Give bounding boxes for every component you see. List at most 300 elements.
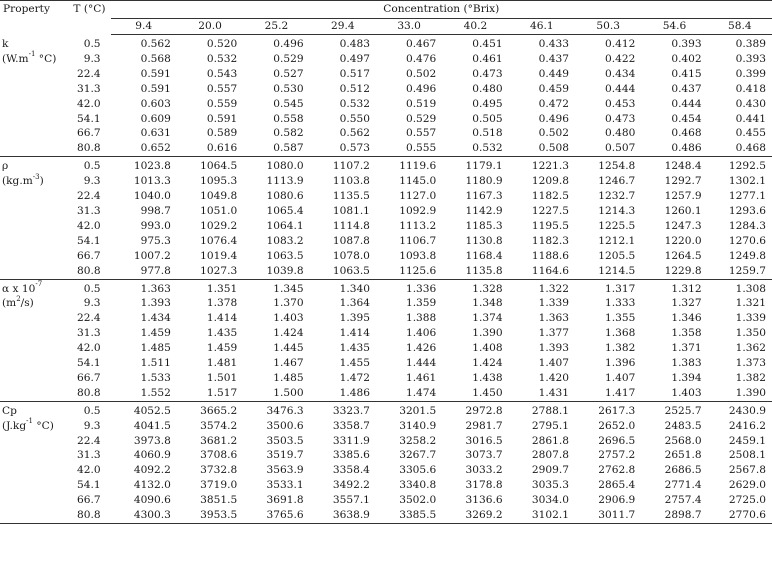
data-cell: 2617.3 [575, 401, 641, 418]
data-cell: 1.346 [671, 312, 702, 325]
data-cell: 4132.0 [133, 479, 171, 492]
data-cell: 1135.5 [332, 190, 370, 203]
data-cell: 2861.8 [531, 434, 569, 447]
data-cell: 1.552 [140, 386, 171, 399]
data-cell: 0.508 [538, 142, 569, 155]
table-row [0, 386, 772, 401]
data-cell: 1.467 [273, 357, 304, 370]
data-cell: 0.609 [140, 112, 171, 125]
data-cell: 3102.1 [509, 508, 575, 523]
table-row [0, 296, 772, 311]
table-row [0, 341, 772, 356]
data-cell: 3851.5 [200, 494, 238, 507]
temperature-value: 66.7 [76, 127, 101, 140]
data-cell: 2567.8 [728, 464, 766, 477]
property-cell-empty [0, 249, 68, 264]
data-cell: 1.351 [177, 279, 243, 296]
data-cell: 1.359 [405, 297, 437, 310]
table-row [0, 434, 772, 449]
data-cell: 2568.0 [664, 434, 702, 447]
data-cell: 1270.6 [728, 234, 766, 247]
data-cell: 1.370 [273, 297, 304, 310]
temperature-value: 31.3 [76, 449, 101, 462]
data-cell: 975.3 [140, 234, 171, 247]
data-cell: 1113.2 [399, 219, 437, 232]
data-cell: 0.467 [405, 38, 437, 50]
table-row [0, 279, 772, 296]
data-cell: 0.562 [339, 127, 370, 140]
temperature-value: 80.8 [76, 264, 101, 277]
data-cell: 3502.0 [399, 494, 437, 507]
data-cell: 1039.8 [266, 264, 304, 277]
property-cell-empty [0, 326, 68, 341]
data-cell: 3033.2 [465, 464, 503, 477]
data-cell: 0.418 [735, 82, 766, 95]
data-cell: 0.512 [339, 82, 370, 95]
property-cell-empty [0, 126, 68, 141]
data-cell: 3178.8 [465, 479, 503, 492]
data-cell: 3557.1 [332, 494, 370, 507]
data-cell: 1.396 [604, 357, 636, 370]
table-row [0, 82, 772, 97]
data-cell: 0.437 [671, 82, 702, 95]
data-cell: 1113.9 [266, 175, 304, 188]
temperature-value: 80.8 [76, 142, 101, 155]
data-cell: 3136.6 [465, 494, 503, 507]
data-cell: 3563.9 [266, 464, 304, 477]
data-cell: 0.505 [472, 112, 503, 125]
data-cell: 1260.1 [664, 204, 702, 217]
data-cell: 1.420 [538, 371, 569, 384]
temperature-value: 9.3 [83, 419, 101, 432]
data-cell: 1125.6 [399, 264, 437, 277]
concentration-value: 54.6 [641, 19, 707, 35]
property-cell-empty [0, 204, 68, 219]
data-cell: 1167.3 [465, 190, 503, 203]
data-cell: 0.532 [339, 97, 370, 110]
data-cell: 1214.3 [598, 204, 636, 217]
data-cell: 1214.5 [598, 264, 636, 277]
data-cell: 1220.0 [664, 234, 702, 247]
data-cell: 1083.2 [266, 234, 304, 247]
data-cell: 1.424 [472, 357, 503, 370]
data-cell: 1212.1 [598, 234, 636, 247]
property-unit: $(m^2/s)$ [2, 294, 34, 310]
data-cell: 1.472 [339, 371, 370, 384]
data-cell: 3665.2 [177, 401, 243, 418]
data-cell: 3269.2 [442, 508, 508, 523]
data-cell: 0.444 [671, 97, 702, 110]
data-cell: 2430.9 [708, 401, 772, 418]
data-cell: 1.333 [604, 297, 636, 310]
data-cell: 1.426 [405, 342, 437, 355]
data-cell: 1.408 [472, 342, 503, 355]
data-cell: 2686.5 [664, 464, 702, 477]
data-cell: 0.453 [604, 97, 636, 110]
data-cell: 1247.3 [664, 219, 702, 232]
property-cell-empty [0, 67, 68, 82]
data-cell: 1249.8 [728, 249, 766, 262]
data-cell: 1.364 [339, 297, 370, 310]
property-cell-empty [0, 448, 68, 463]
temperature-value: 9.3 [83, 52, 101, 65]
data-cell: 3691.8 [266, 494, 304, 507]
data-cell: 1063.5 [266, 249, 304, 262]
data-cell: 0.532 [206, 52, 238, 65]
data-cell: 1.445 [273, 342, 304, 355]
property-name: k [2, 37, 9, 50]
property-cell-empty [0, 311, 68, 326]
data-cell: 1188.6 [531, 249, 569, 262]
data-cell: 1.339 [538, 297, 569, 310]
data-cell: 4300.3 [111, 508, 177, 523]
data-cell: 2898.7 [641, 508, 707, 523]
data-cell: 993.0 [140, 219, 171, 232]
data-cell: 1.363 [538, 312, 569, 325]
temperature-value: 66.7 [76, 494, 101, 507]
data-cell: 0.568 [140, 52, 171, 65]
table-row [0, 508, 772, 523]
data-cell: 0.589 [206, 127, 238, 140]
data-cell: 1.321 [735, 297, 766, 310]
data-cell: 1.339 [735, 312, 766, 325]
data-cell: 1051.0 [200, 204, 238, 217]
property-cell-empty [0, 508, 68, 523]
data-cell: 3358.7 [332, 419, 370, 432]
data-cell: 0.412 [604, 38, 636, 50]
temperature-value: 80.8 [76, 386, 101, 399]
property-cell-empty [0, 371, 68, 386]
property-cell-empty [0, 264, 68, 279]
concentration-value: 25.2 [243, 19, 309, 35]
data-cell: 3503.5 [266, 434, 304, 447]
data-cell: 0.555 [405, 142, 437, 155]
data-cell: 3681.2 [200, 434, 238, 447]
table-row [0, 493, 772, 508]
data-cell: 3340.8 [399, 479, 437, 492]
data-cell: 0.529 [273, 52, 304, 65]
data-cell: 0.558 [273, 112, 304, 125]
data-cell: 0.434 [604, 67, 636, 80]
data-cell: 2757.4 [664, 494, 702, 507]
property-unit: ($W.m^{-1}$ °C) [2, 50, 57, 65]
table-row [0, 35, 772, 52]
data-cell: 0.449 [538, 67, 569, 80]
data-cell: 1.327 [671, 297, 702, 310]
data-cell: 1.403 [671, 386, 702, 399]
data-cell: 1292.7 [664, 175, 702, 188]
data-cell: 0.483 [339, 38, 370, 50]
temperature-value: 54.1 [76, 357, 101, 370]
data-cell: 0.529 [405, 112, 437, 125]
temperature-value: 22.4 [76, 434, 101, 447]
data-cell: 1106.7 [399, 234, 437, 247]
data-cell: 1168.4 [465, 249, 503, 262]
data-cell: 1.450 [472, 386, 503, 399]
data-cell: 0.433 [538, 38, 569, 50]
data-cell: 1135.8 [465, 264, 503, 277]
property-cell-empty [0, 112, 68, 127]
data-cell: 1.424 [273, 327, 304, 340]
data-cell: 1.358 [671, 327, 702, 340]
data-cell: 1.382 [735, 371, 766, 384]
data-cell: 2725.0 [728, 494, 766, 507]
data-cell: 1.350 [735, 327, 766, 340]
data-cell: 1.348 [472, 297, 503, 310]
data-cell: 0.399 [735, 67, 766, 80]
data-cell: 1232.7 [598, 190, 636, 203]
data-cell: 0.468 [735, 142, 766, 155]
property-cell-empty [0, 97, 68, 112]
data-cell: 3258.2 [399, 434, 437, 447]
table-row [0, 141, 772, 156]
table-row [0, 401, 772, 418]
data-cell: 1.406 [405, 327, 437, 340]
data-cell: 0.559 [206, 97, 238, 110]
data-cell: 1254.8 [575, 157, 641, 174]
data-cell: 2762.8 [598, 464, 636, 477]
data-cell: 1.474 [405, 386, 437, 399]
temperature-value: 22.4 [76, 190, 101, 203]
table-header [0, 1, 772, 35]
table-row [0, 234, 772, 249]
data-cell: 0.444 [604, 82, 636, 95]
temperature-value: 22.4 [76, 67, 101, 80]
data-cell: 2770.6 [708, 508, 772, 523]
data-cell: 0.631 [140, 127, 171, 140]
data-cell: 3533.1 [266, 479, 304, 492]
data-cell: 2909.7 [531, 464, 569, 477]
data-cell: 2651.8 [664, 449, 702, 462]
table-row [0, 112, 772, 127]
data-cell: 1.390 [735, 386, 766, 399]
data-cell: 2795.1 [531, 419, 569, 432]
data-cell: 2906.9 [598, 494, 636, 507]
data-cell: 1229.8 [664, 264, 702, 277]
data-cell: 1.485 [273, 371, 304, 384]
data-cell: 3034.0 [531, 494, 569, 507]
data-cell: 3305.6 [399, 464, 437, 477]
temperature-value: 42.0 [76, 97, 101, 110]
data-cell: 2629.0 [728, 479, 766, 492]
data-cell: 3765.6 [243, 508, 309, 523]
data-cell: 0.652 [140, 142, 171, 155]
data-cell: 1103.8 [332, 175, 370, 188]
data-cell: 1.414 [339, 327, 370, 340]
data-cell: 1227.5 [531, 204, 569, 217]
property-unit: $(kg.m^{-3})$ [2, 172, 44, 188]
data-cell: 2788.1 [509, 401, 575, 418]
property-cell-empty [0, 341, 68, 356]
data-cell: 3323.7 [310, 401, 376, 418]
property-cell-empty [0, 386, 68, 401]
property-name: Cp [0, 401, 68, 418]
data-cell: 1063.5 [332, 264, 370, 277]
data-cell: 1040.0 [133, 190, 171, 203]
data-cell: 1.378 [206, 297, 238, 310]
temperature-value: 54.1 [76, 112, 101, 125]
data-cell: 1284.3 [728, 219, 766, 232]
temperature-value: 31.3 [76, 82, 101, 95]
data-cell: 4041.5 [133, 419, 171, 432]
data-cell: 3385.5 [376, 508, 442, 523]
property-name: α x $10^{-7}$ [0, 279, 68, 296]
data-cell: 0.573 [339, 142, 370, 155]
temperature-value: 0.5 [68, 401, 110, 418]
data-cell: 0.507 [604, 142, 636, 155]
data-cell: 1080.6 [266, 190, 304, 203]
data-cell: 3016.5 [465, 434, 503, 447]
data-cell: 1185.3 [465, 219, 503, 232]
concentration-value: 9.4 [111, 19, 177, 35]
data-cell: 0.562 [140, 38, 171, 50]
temperature-value: 0.5 [68, 157, 110, 174]
property-cell-empty [0, 219, 68, 234]
data-cell: 1107.2 [310, 157, 376, 174]
data-cell: 0.550 [339, 112, 370, 125]
data-cell: 0.389 [735, 38, 766, 50]
data-cell: 1264.5 [664, 249, 702, 262]
data-cell: 1.417 [604, 386, 636, 399]
data-cell: 3476.3 [243, 401, 309, 418]
data-cell: 1065.4 [266, 204, 304, 217]
data-cell: 1257.9 [664, 190, 702, 203]
data-cell: 1.322 [509, 279, 575, 296]
data-cell: 0.473 [472, 67, 503, 80]
data-cell: 1277.1 [728, 190, 766, 203]
property-cell-empty [0, 463, 68, 478]
data-cell: 0.437 [538, 52, 569, 65]
data-cell: 1092.9 [399, 204, 437, 217]
data-cell: 1.486 [339, 386, 370, 399]
data-cell: 3311.9 [332, 434, 370, 447]
temperature-value: 9.3 [83, 175, 101, 188]
data-cell: 3035.3 [531, 479, 569, 492]
temperature-column-header: T (°C) [68, 1, 110, 35]
data-cell: 1029.2 [200, 219, 238, 232]
data-cell: 1.414 [206, 312, 238, 325]
table-row [0, 174, 772, 189]
data-cell: 1.377 [538, 327, 569, 340]
data-cell: 1.438 [472, 371, 503, 384]
data-cell: 0.530 [273, 82, 304, 95]
data-cell: 1049.8 [200, 190, 238, 203]
data-cell: 1.368 [604, 327, 636, 340]
temperature-value: 54.1 [76, 479, 101, 492]
data-cell: 1.500 [273, 386, 304, 399]
data-cell: 4052.5 [111, 401, 177, 418]
data-cell: 3519.7 [266, 449, 304, 462]
data-cell: 3385.6 [332, 449, 370, 462]
data-cell: 0.532 [472, 142, 503, 155]
temperature-value: 66.7 [76, 371, 101, 384]
property-cell-empty [0, 189, 68, 204]
data-cell: 1.435 [206, 327, 238, 340]
data-cell: 3267.7 [399, 449, 437, 462]
data-cell: 1246.7 [598, 175, 636, 188]
data-cell: 2757.2 [598, 449, 636, 462]
data-cell: 1.371 [671, 342, 702, 355]
table-row [0, 249, 772, 264]
data-cell: 3201.5 [376, 401, 442, 418]
data-cell: 0.497 [339, 52, 370, 65]
data-cell: 1.355 [604, 312, 636, 325]
data-cell: 1.312 [641, 279, 707, 296]
table-row [0, 219, 772, 234]
data-cell: 0.519 [405, 97, 437, 110]
concentration-value: 40.2 [442, 19, 508, 35]
data-cell: 0.502 [538, 127, 569, 140]
table-row [0, 157, 772, 174]
temperature-value: 42.0 [76, 342, 101, 355]
table-row [0, 126, 772, 141]
data-cell: 1095.3 [200, 175, 238, 188]
data-cell: 1.407 [538, 357, 569, 370]
data-cell: 1013.3 [133, 175, 171, 188]
data-cell: 1023.8 [111, 157, 177, 174]
data-cell: 1087.8 [332, 234, 370, 247]
temperature-value: 31.3 [76, 204, 101, 217]
data-cell: 1225.5 [598, 219, 636, 232]
data-cell: 0.476 [405, 52, 437, 65]
data-cell: 4092.2 [133, 464, 171, 477]
data-cell: 0.480 [604, 127, 636, 140]
data-cell: 0.603 [140, 97, 171, 110]
data-cell: 0.472 [538, 97, 569, 110]
data-cell: 2696.5 [598, 434, 636, 447]
data-cell: 3574.2 [200, 419, 238, 432]
data-cell: 1.444 [405, 357, 437, 370]
property-cell-empty [0, 82, 68, 97]
data-cell: 0.591 [206, 112, 238, 125]
data-cell: 4090.6 [133, 494, 171, 507]
table-body [0, 35, 772, 524]
data-cell: 0.543 [206, 67, 238, 80]
data-cell: 0.496 [273, 38, 304, 50]
data-cell: 0.393 [671, 38, 702, 50]
data-cell: 0.496 [405, 82, 437, 95]
concentration-value: 50.3 [575, 19, 641, 35]
property-cell-empty [0, 234, 68, 249]
data-cell: 2807.8 [531, 449, 569, 462]
concentration-value: 46.1 [509, 19, 575, 35]
property-unit: ($J.kg^{-1}$ °C) [2, 417, 54, 432]
data-cell: 1182.3 [531, 234, 569, 247]
data-cell: 1145.0 [399, 175, 437, 188]
data-cell: 1205.5 [598, 249, 636, 262]
data-cell: 1.336 [376, 279, 442, 296]
data-cell: 0.527 [273, 67, 304, 80]
data-cell: 3973.8 [133, 434, 171, 447]
data-cell: 1142.9 [465, 204, 503, 217]
data-cell: 0.451 [472, 38, 503, 50]
property-cell-empty [0, 356, 68, 371]
table-row [0, 97, 772, 112]
data-cell: 1.459 [140, 327, 171, 340]
data-cell: 0.402 [671, 52, 702, 65]
data-cell: 3953.5 [177, 508, 243, 523]
data-cell: 2771.4 [664, 479, 702, 492]
data-cell: 2525.7 [641, 401, 707, 418]
data-cell: 0.557 [405, 127, 437, 140]
data-cell: 1209.8 [531, 175, 569, 188]
data-cell: 1.434 [140, 312, 171, 325]
data-cell: 3708.6 [200, 449, 238, 462]
data-cell: 1.383 [671, 357, 702, 370]
table-row [0, 264, 772, 279]
table-row [0, 371, 772, 386]
data-cell: 1114.8 [332, 219, 370, 232]
